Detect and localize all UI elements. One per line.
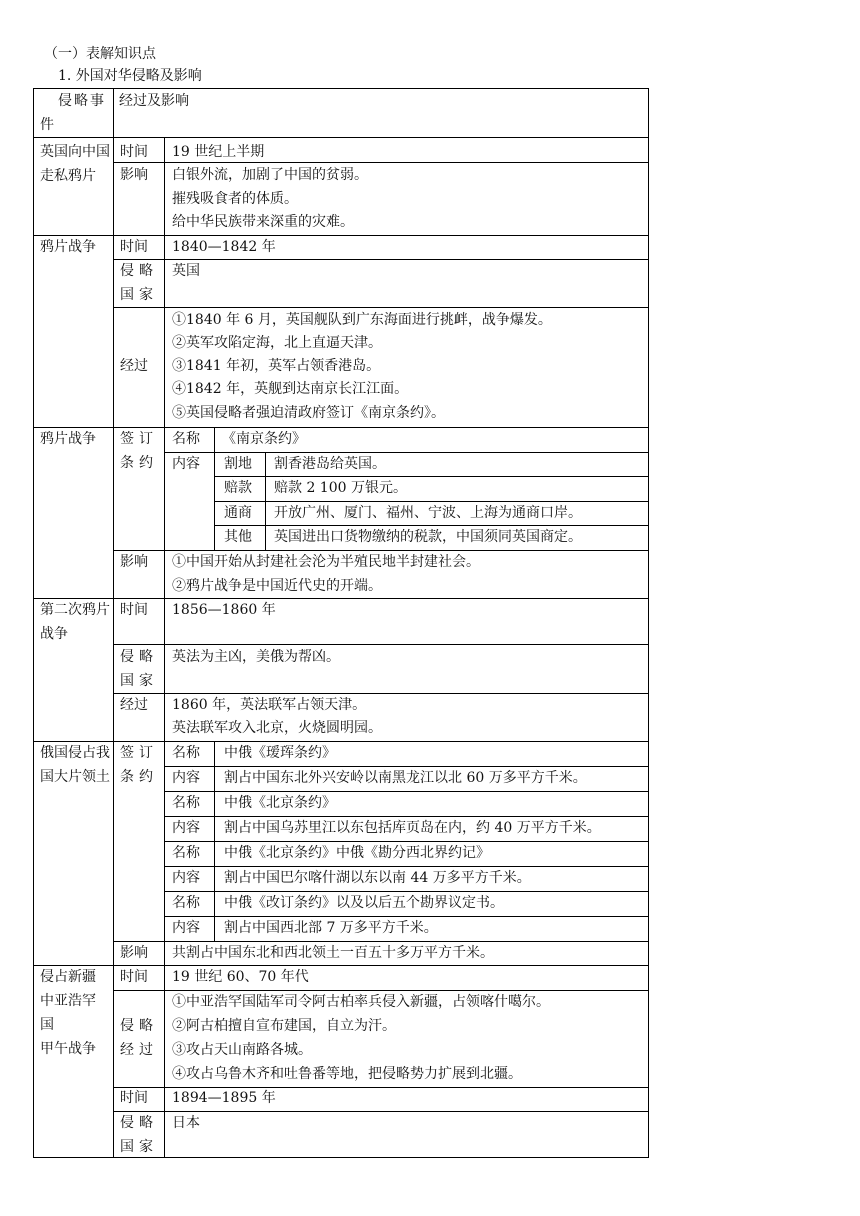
row-divider	[164, 841, 649, 842]
process-line: ③攻占天山南路各城。	[172, 1042, 312, 1058]
row-divider	[113, 941, 649, 942]
row-divider	[214, 501, 649, 502]
label-treaty: 签订条约	[120, 745, 158, 785]
process-line: ①1840 年 6 月，英国舰队到广东海面进行挑衅，战争爆发。	[172, 312, 552, 328]
event-opium-war-treaty: 鸦片战争	[40, 431, 96, 447]
row-key: 名称	[172, 895, 200, 911]
process-line: 英法联军攻入北京，火烧圆明园。	[172, 720, 382, 736]
row-value: 中俄《改订条约》以及以后五个勘界议定书。	[224, 895, 504, 911]
item-value: 开放广州、厦门、福州、宁波、上海为通商口岸。	[274, 505, 582, 521]
header-content: 经过及影响	[119, 93, 189, 109]
row-key: 名称	[172, 745, 200, 761]
label-impact: 影响	[120, 167, 148, 183]
event-line: 国	[40, 1017, 54, 1033]
value-time: 19 世纪 60、70 年代	[172, 969, 309, 985]
impact-line: 摧残吸食者的体质。	[172, 191, 298, 207]
row-divider	[113, 990, 649, 991]
col-divider	[214, 427, 215, 550]
label-time: 时间	[120, 969, 148, 985]
event-opium-smuggling: 英国向中国走私鸦片	[40, 144, 110, 184]
process-line: ④1842 年，英舰到达南京长江江面。	[172, 381, 409, 397]
row-value: 中俄《北京条约》中俄《勘分西北界约记》	[224, 845, 490, 861]
value-time: 19 世纪上半期	[172, 144, 265, 160]
process-line: ②阿古柏擅自宣布建国，自立为汗。	[172, 1018, 396, 1034]
label-time: 时间	[120, 144, 148, 160]
item-key: 其他	[224, 529, 252, 545]
row-divider	[113, 259, 649, 260]
event-line: 中亚浩罕	[40, 993, 96, 1009]
value-country: 日本	[172, 1115, 200, 1131]
label-country: 侵略国家	[120, 1115, 158, 1155]
row-value: 割占中国东北外兴安岭以南黑龙江以北 60 万多平方千米。	[224, 770, 587, 786]
item-value: 赔款 2 100 万银元。	[274, 480, 407, 496]
subsection-heading: 1. 外国对华侵略及影响	[58, 68, 202, 84]
row-divider	[164, 791, 649, 792]
row-key: 名称	[172, 845, 200, 861]
item-value: 英国进出口货物缴纳的税款，中国须同英国商定。	[274, 529, 582, 545]
item-key: 割地	[224, 456, 252, 472]
row-value: 割占中国巴尔喀什湖以东以南 44 万多平方千米。	[224, 870, 531, 886]
row-divider	[164, 816, 649, 817]
row-value: 割占中国西北部 7 万多平方千米。	[224, 920, 438, 936]
row-divider	[113, 693, 649, 694]
process-line: ①中亚浩罕国陆军司令阿古柏率兵侵入新疆，占领喀什噶尔。	[172, 994, 550, 1010]
label-process: 侵略经过	[120, 1018, 158, 1058]
impact-line: 白银外流，加剧了中国的贫弱。	[172, 167, 368, 183]
process-line: ⑤英国侵略者强迫清政府签订《南京条约》。	[172, 405, 445, 421]
row-divider	[33, 741, 649, 742]
row-divider	[33, 137, 649, 138]
event-second-opium-war: 第二次鸦片战争	[40, 602, 110, 642]
event-col-divider	[113, 88, 114, 1158]
row-divider	[164, 916, 649, 917]
value-time: 1856—1860 年	[172, 602, 276, 618]
value-country: 英国	[172, 263, 200, 279]
label-impact: 影响	[120, 945, 148, 961]
value-country: 英法为主凶，美俄为帮凶。	[172, 649, 340, 665]
item-key: 通商	[224, 505, 252, 521]
impact-line: 共割占中国东北和西北领土一百五十多万平方千米。	[172, 945, 494, 961]
item-key: 赔款	[224, 480, 252, 496]
label-col-divider	[164, 137, 165, 1158]
table-border-right	[648, 88, 649, 1158]
value-time: 1840—1842 年	[172, 239, 276, 255]
header-event: 侵略事件	[40, 93, 106, 133]
row-value: 中俄《瑷珲条约》	[224, 745, 336, 761]
label-name: 名称	[172, 431, 200, 447]
label-treaty: 签订条约	[120, 431, 158, 471]
row-divider	[214, 525, 649, 526]
label-process: 经过	[120, 697, 148, 713]
event-line: 甲午战争	[40, 1041, 96, 1057]
row-divider	[164, 866, 649, 867]
process-line: ②英军攻陷定海，北上直逼天津。	[172, 335, 382, 351]
label-time: 时间	[120, 1090, 148, 1106]
label-time: 时间	[120, 602, 148, 618]
value-treaty-name: 《南京条约》	[222, 431, 306, 447]
row-key: 名称	[172, 795, 200, 811]
table-border-left	[33, 88, 34, 1158]
impact-line: 给中华民族带来深重的灾难。	[172, 214, 354, 230]
table-border-top	[33, 88, 649, 89]
row-divider	[33, 427, 649, 428]
label-time: 时间	[120, 239, 148, 255]
row-divider	[113, 1087, 649, 1088]
row-value: 中俄《北京条约》	[224, 795, 336, 811]
value-time: 1894—1895 年	[172, 1090, 276, 1106]
row-divider	[164, 452, 649, 453]
event-opium-war: 鸦片战争	[40, 239, 96, 255]
impact-line: ②鸦片战争是中国近代史的开端。	[172, 578, 382, 594]
process-line: ③1841 年初，英军占领香港岛。	[172, 358, 381, 374]
row-divider	[164, 891, 649, 892]
label-country: 侵略国家	[120, 649, 158, 689]
event-line: 侵占新疆	[40, 969, 96, 985]
row-divider	[113, 550, 649, 551]
label-process: 经过	[120, 358, 148, 374]
col-divider	[265, 452, 266, 550]
row-divider	[164, 766, 649, 767]
item-value: 割香港岛给英国。	[274, 456, 386, 472]
row-divider	[33, 598, 649, 599]
row-key: 内容	[172, 870, 200, 886]
section-heading: （一）表解知识点	[44, 46, 156, 62]
row-divider	[33, 235, 649, 236]
row-divider	[113, 644, 649, 645]
col-divider	[214, 741, 215, 941]
table-border-bottom	[33, 1157, 649, 1158]
row-key: 内容	[172, 770, 200, 786]
row-divider	[113, 162, 649, 163]
impact-line: ①中国开始从封建社会沦为半殖民地半封建社会。	[172, 554, 480, 570]
process-line: ④攻占乌鲁木齐和吐鲁番等地，把侵略势力扩展到北疆。	[172, 1066, 522, 1082]
row-divider	[33, 965, 649, 966]
row-divider	[214, 476, 649, 477]
label-impact: 影响	[120, 554, 148, 570]
row-divider	[113, 1111, 649, 1112]
process-line: 1860 年，英法联军占领天津。	[172, 697, 367, 713]
row-key: 内容	[172, 820, 200, 836]
row-divider	[113, 307, 649, 308]
row-value: 割占中国乌苏里江以东包括库页岛在内，约 40 万平方千米。	[224, 820, 601, 836]
label-country: 侵略国家	[120, 263, 158, 303]
row-key: 内容	[172, 920, 200, 936]
label-content: 内容	[172, 456, 200, 472]
event-russia-territory: 俄国侵占我国大片领土	[40, 745, 110, 785]
